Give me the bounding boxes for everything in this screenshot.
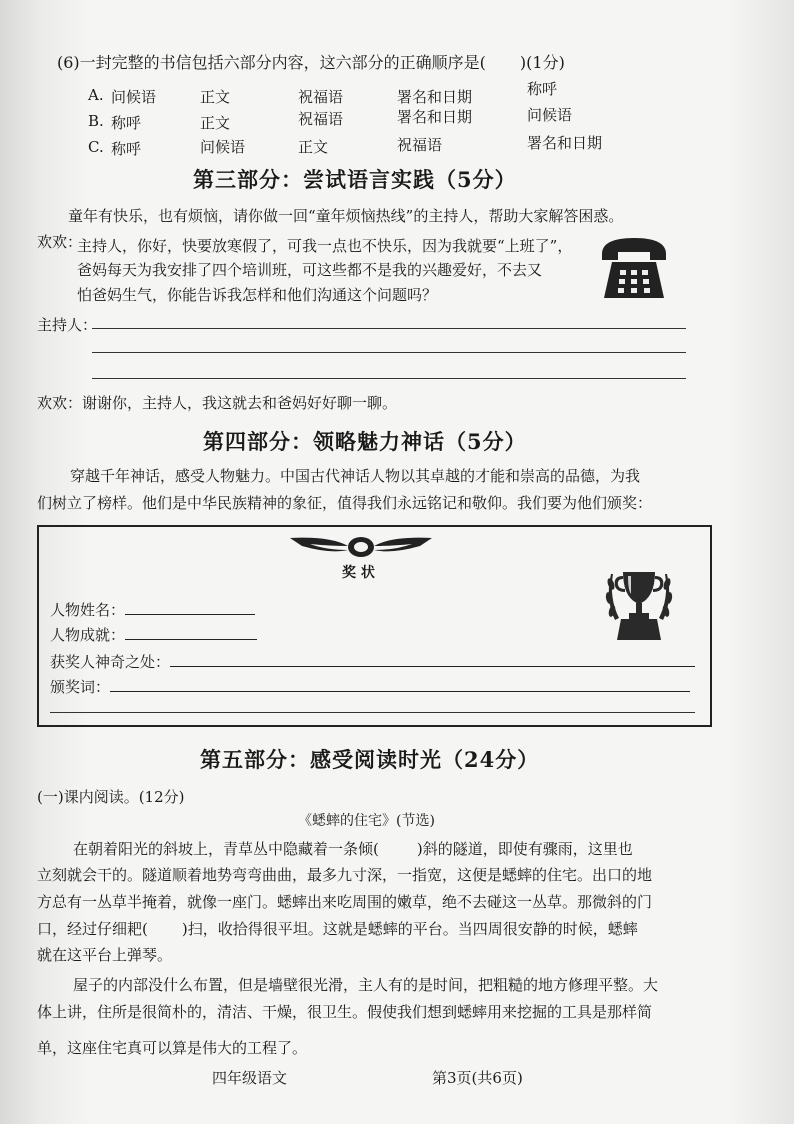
q6-question: (6)一封完整的书信包括六部分内容，这六部分的正确顺序是( )(1分) <box>57 53 565 72</box>
footer-page-number: 第3页(共6页) <box>432 1069 523 1087</box>
part3-intro: 童年有快乐，也有烦恼，请你做一回“童年烦恼热线”的主持人，帮助大家解答困惑。 <box>68 207 624 225</box>
passage-p2-line2: 体上讲，住所是很简朴的，清洁、干燥，很卫生。假使我们想到蟋蟀用来挖掘的工具是那样简 <box>37 1003 653 1021</box>
passage-p1-line3: 方总有一丛草半掩着，就像一座门。蟋蟀出来吃周围的嫩草，绝不去碰这一丛草。那微斜的门 <box>37 893 653 911</box>
part3-speaker: 欢欢： <box>37 233 83 251</box>
passage-p1-line5: 就在这平台上弹琴。 <box>37 946 173 964</box>
award-field-achievement: 人物成就： <box>50 624 257 645</box>
part4-intro-line2: 们树立了榜样。他们是中华民族精神的象征，值得我们永远铭记和敬仰。我们要为他们颁奖： <box>37 494 653 512</box>
award-achievement-blank[interactable] <box>125 639 257 640</box>
part4-title: 第四部分：领略魅力神话（5分） <box>203 429 527 454</box>
passage-title: 《蟋蟀的住宅》(节选) <box>298 813 435 829</box>
passage-p1-line2: 立刻就会干的。隧道顺着地势弯弯曲曲，最多九寸深，一指宽，这便是蟋蟀的住宅。出口的地 <box>37 866 653 884</box>
award-quality-blank[interactable] <box>170 666 695 667</box>
part3-line2: 爸妈每天为我安排了四个培训班，可这些都不是我的兴趣爱好，不去又 <box>77 261 543 279</box>
telephone-icon <box>598 232 670 302</box>
part3-line1: 主持人，你好，快要放寒假了，可我一点也不快乐，因为我就要“上班了”， <box>77 237 573 255</box>
award-speech-blank[interactable] <box>110 691 690 692</box>
part3-title: 第三部分：尝试语言实践（5分） <box>193 167 517 192</box>
passage-p2-line3: 单，这座住宅真可以算是伟大的工程了。 <box>37 1039 308 1057</box>
host-answer-line-1[interactable] <box>92 328 686 329</box>
award-field-speech: 颁奖词： <box>50 676 690 697</box>
passage-p1-line4: 口，经过仔细耙( )扫，收拾得很平坦。这就是蟋蟀的平台。当四周很安静的时候，蟋蟀 <box>37 920 638 938</box>
part5-section1: (一)课内阅读。(12分) <box>37 788 185 806</box>
trophy-icon <box>603 558 675 644</box>
award-field-quality: 获奖人神奇之处： <box>50 651 695 672</box>
footer-subject: 四年级语文 <box>212 1069 288 1087</box>
part4-intro-line1: 穿越千年神话，感受人物魅力。中国古代神话人物以其卓越的才能和崇高的品德，为我 <box>70 467 641 485</box>
award-field-name: 人物姓名： <box>50 599 255 620</box>
part3-line3: 怕爸妈生气，你能告诉我怎样和他们沟通这个问题吗？ <box>77 286 438 304</box>
part5-title: 第五部分：感受阅读时光（24分） <box>200 747 540 772</box>
exam-page: (6)一封完整的书信包括六部分内容，这六部分的正确顺序是( )(1分) A. 问候语 正文 祝福语 署名和日期 称呼 B. 称呼 正文 祝福语 署名和日期 问候语 C. 称呼 问候语 正文 祝福语 署名和日期 第三部分：尝试语言实践（5分） 童年有快乐，也有烦恼，请你做一回“童年烦恼热线”的主持人，帮助大家解答困惑。 欢欢： 主持人，你好，快要放寒假了，可我一点也不快乐，因为我就要“上班了”， 爸妈每天为我安排了四个培训班，可这些都不是我的兴趣爱好，不去又 怕爸妈生气，你能告诉我怎样和他们沟通这个问题吗？ 主持人： 欢欢：谢谢你，主持人，我这就去和爸妈好好聊一聊。 第四部分：领略魅力神话（5分） 穿越千年神话，感受人物魅力。中国古代神话人物以其卓越的才能和崇高的品德，为我 们树立了榜样。他们是中华民族精神的象征，值得我们永远铭记和敬仰。我们要为他们颁奖： 奖 状 人物姓名： 人物成就： 获奖人神奇之处： 颁奖词： 第五部分：感受阅读时光（24分） (一)课内阅读。(12分) 《蟋蟀的住宅》(节选) 在朝着阳光的斜坡上，青草丛中隐藏着一条倾( )斜的隧道，即使有骤雨，这里也 立刻就会干的。隧道顺着地势弯弯曲曲，最多九寸深，一指宽，这便是蟋蟀的住宅。出口的地 方总有一丛草半掩着，就像一座门。蟋蟀出来吃周围的嫩草，绝不去碰这一丛草。那微斜的门 口，经过仔细耙( )扫，收拾得很平坦。这就是蟋蟀的平台。当四周很安静的时候，蟋蟀 就在这平台上弹琴。 屋子的内部没什么布置，但是墙壁很光滑，主人有的是时间，把粗糙的地方修理平整。大 体上讲，住所是很简朴的，清洁、干燥，很卫生。假使我们想到蟋蟀用来挖掘的工具是那样简 单，这座住宅真可以算是伟大的工程了。 四年级语文 第3页(共6页) <box>0 0 794 1124</box>
award-title: 奖 状 <box>342 565 375 581</box>
award-speech-line-2[interactable] <box>50 712 695 713</box>
winged-emblem-icon <box>290 534 432 560</box>
host-answer-line-2[interactable] <box>92 352 686 353</box>
host-answer-line-3[interactable] <box>92 378 686 379</box>
host-label: 主持人： <box>37 316 98 334</box>
passage-p1-line1: 在朝着阳光的斜坡上，青草丛中隐藏着一条倾( )斜的隧道，即使有骤雨，这里也 <box>73 840 633 858</box>
passage-p2-line1: 屋子的内部没什么布置，但是墙壁很光滑，主人有的是时间，把粗糙的地方修理平整。大 <box>73 976 659 994</box>
part3-closing: 欢欢：谢谢你，主持人，我这就去和爸妈好好聊一聊。 <box>37 394 398 412</box>
award-name-blank[interactable] <box>125 614 255 615</box>
